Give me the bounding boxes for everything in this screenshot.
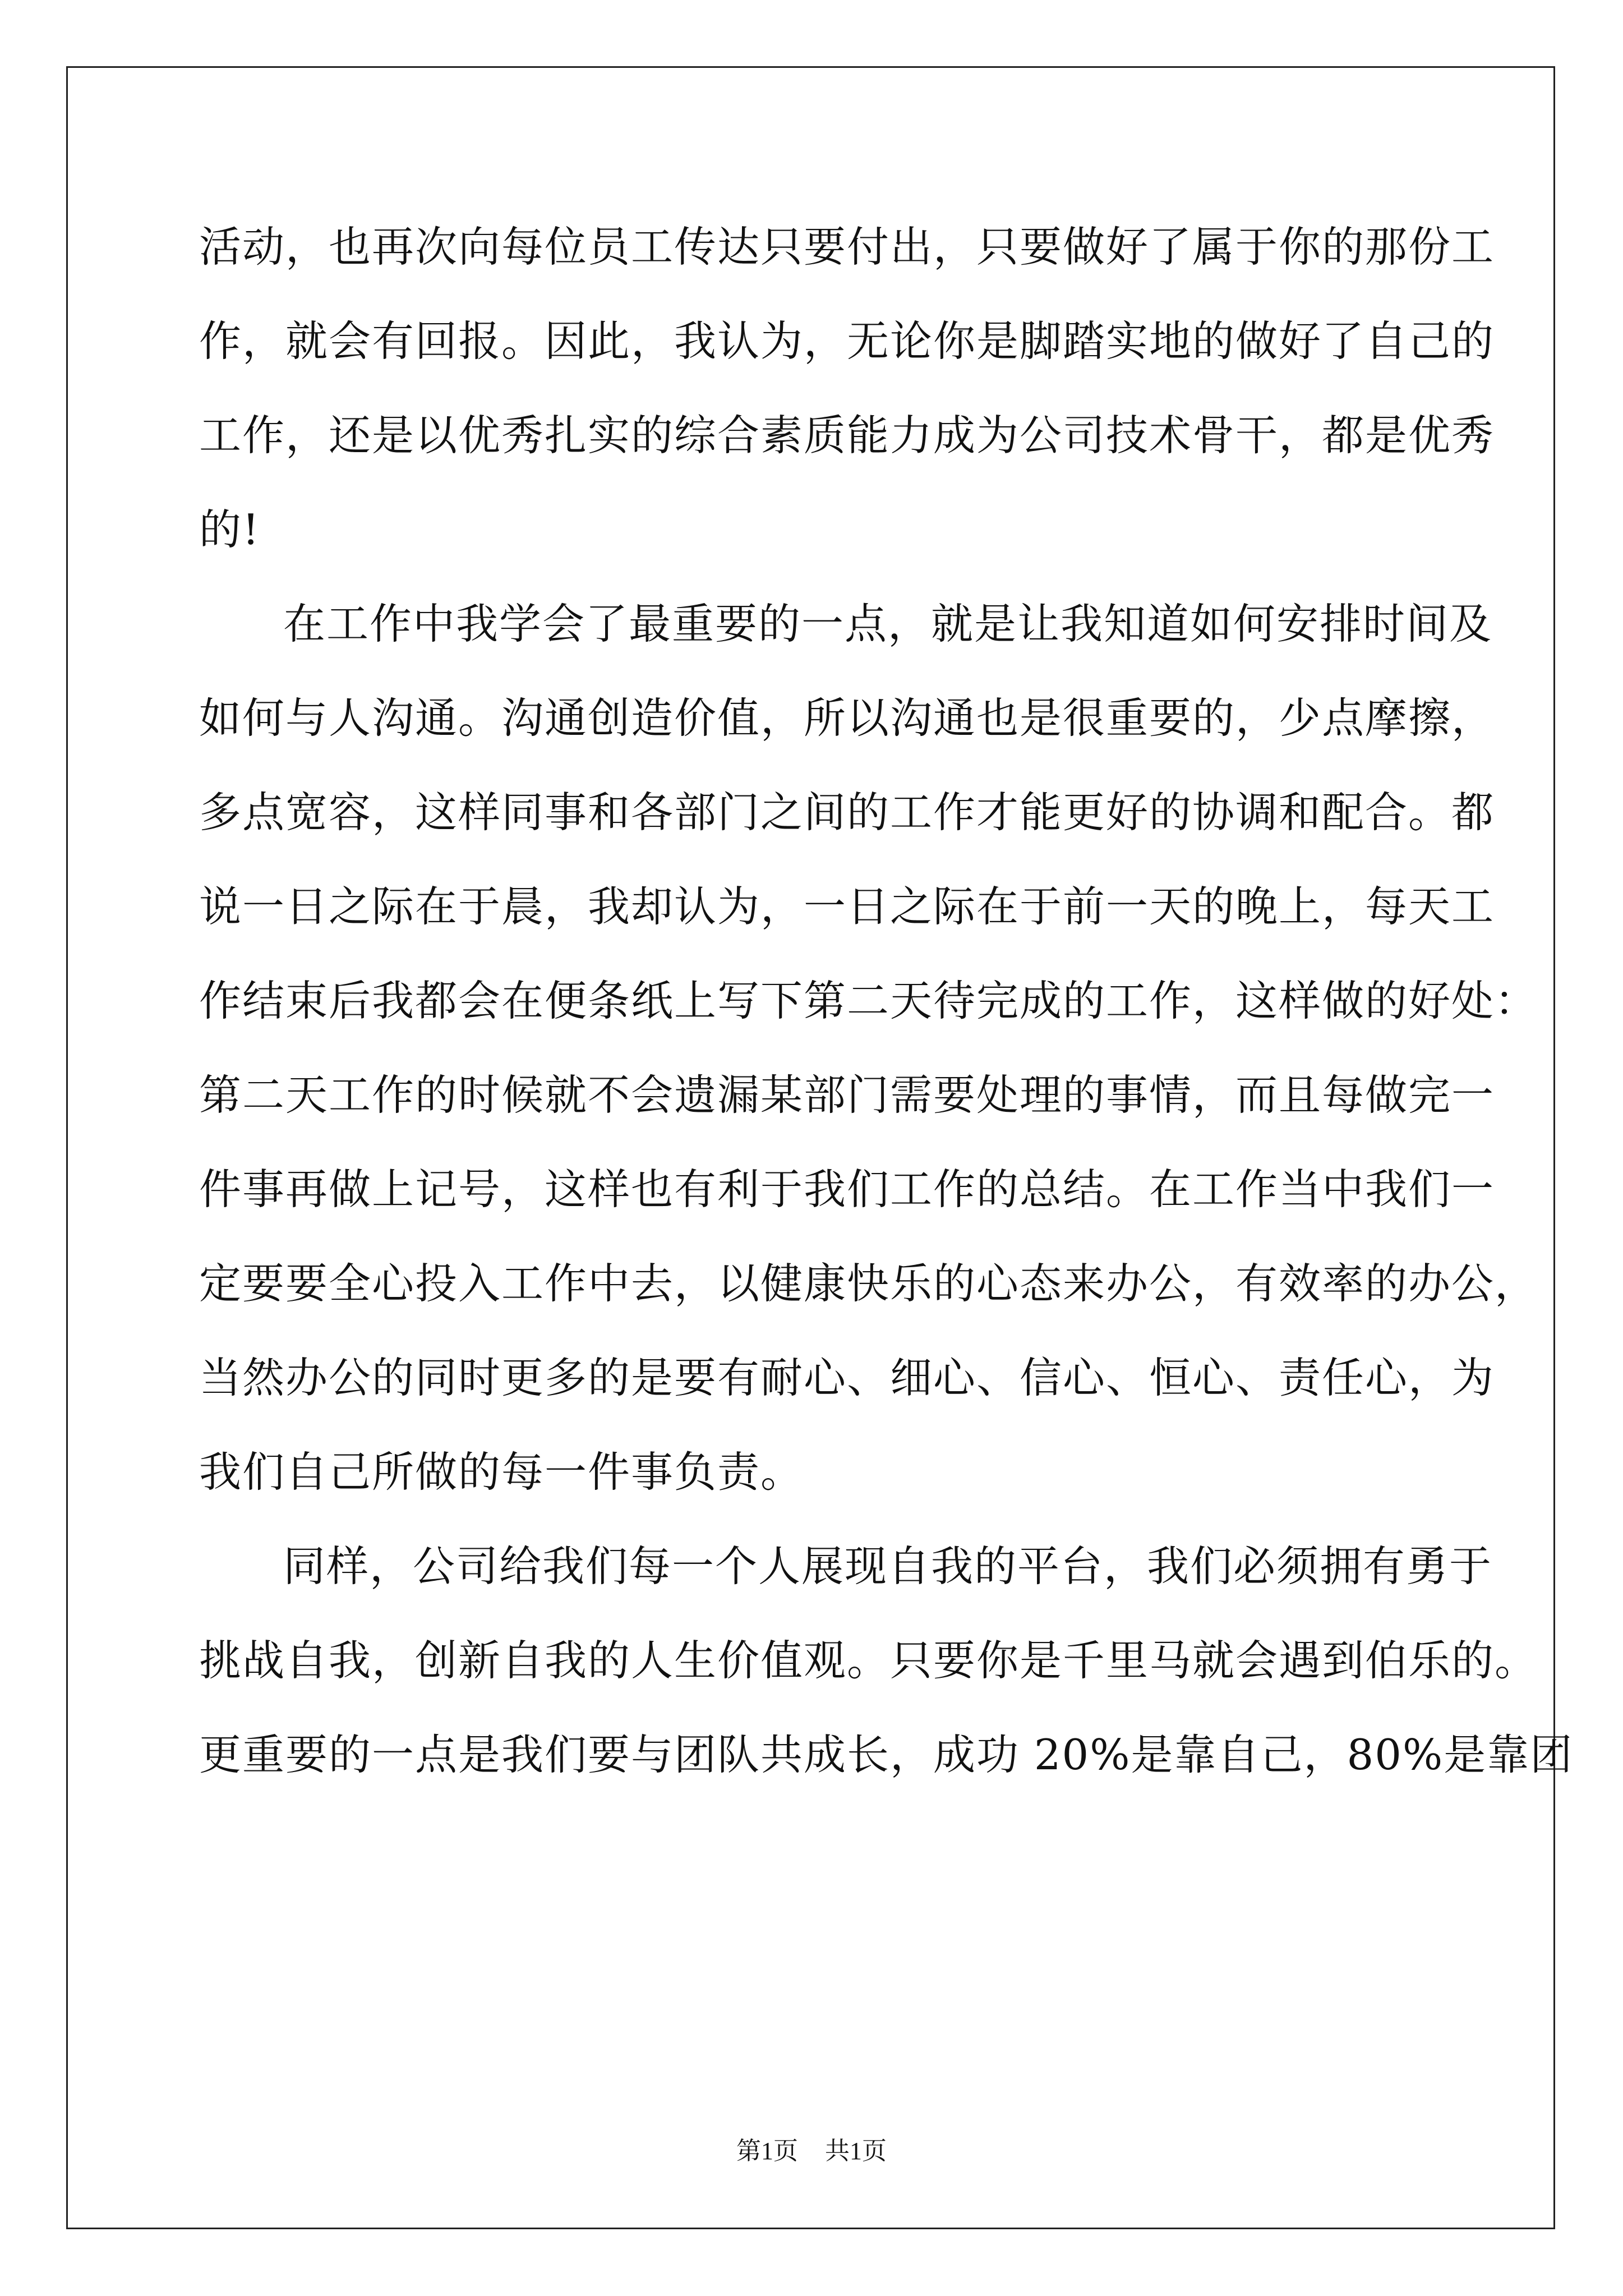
page-footer [0, 2131, 1623, 2166]
text-line: 作结束后我都会在便条纸上写下第二天待完成的工作，这样做的好处： [199, 976, 1538, 1025]
text-line: 如何与人沟通。沟通创造价值，所以沟通也是很重要的，少点摩擦， [199, 693, 1495, 743]
text-line: 件事再做上记号，这样也有利于我们工作的总结。在工作当中我们一 [199, 1165, 1495, 1214]
page-total: 共1页 [825, 2137, 887, 2165]
text-line: 第二天工作的时候就不会遗漏某部门需要处理的事情，而且每做完一 [199, 1070, 1495, 1120]
document-body [199, 222, 1574, 1824]
text-line: 更重要的一点是我们要与团队共成长，成功 20%是靠自己，80%是靠团 [199, 1730, 1574, 1779]
text-line: 多点宽容，这样同事和各部门之间的工作才能更好的协调和配合。都 [199, 788, 1495, 837]
page-number: 第1页 [736, 2137, 798, 2165]
text-line: 我们自己所做的每一件事负责。 [199, 1447, 804, 1497]
text-line: 说一日之际在于晨，我却认为，一日之际在于前一天的晚上，每天工 [199, 882, 1495, 931]
text-line: 的! [199, 505, 261, 554]
text-line: 作，就会有回报。因此，我认为，无论你是脚踏实地的做好了自己的 [199, 316, 1495, 366]
text-line: 当然办公的同时更多的是要有耐心、细心、信心、恒心、责任心，为 [199, 1353, 1495, 1402]
text-line: 定要要全心投入工作中去，以健康快乐的心态来办公，有效率的办公， [199, 1259, 1538, 1308]
text-line: 工作，还是以优秀扎实的综合素质能力成为公司技术骨干，都是优秀 [199, 411, 1495, 460]
text-line: 挑战自我，创新自我的人生价值观。只要你是千里马就会遇到伯乐的。 [199, 1636, 1538, 1685]
paragraph-start-line: 同样，公司给我们每一个人展现自我的平台，我们必须拥有勇于 [283, 1542, 1493, 1591]
text-line: 活动，也再次向每位员工传达只要付出，只要做好了属于你的那份工 [199, 222, 1495, 272]
paragraph-start-line: 在工作中我学会了最重要的一点，就是让我知道如何安排时间及 [283, 599, 1493, 648]
